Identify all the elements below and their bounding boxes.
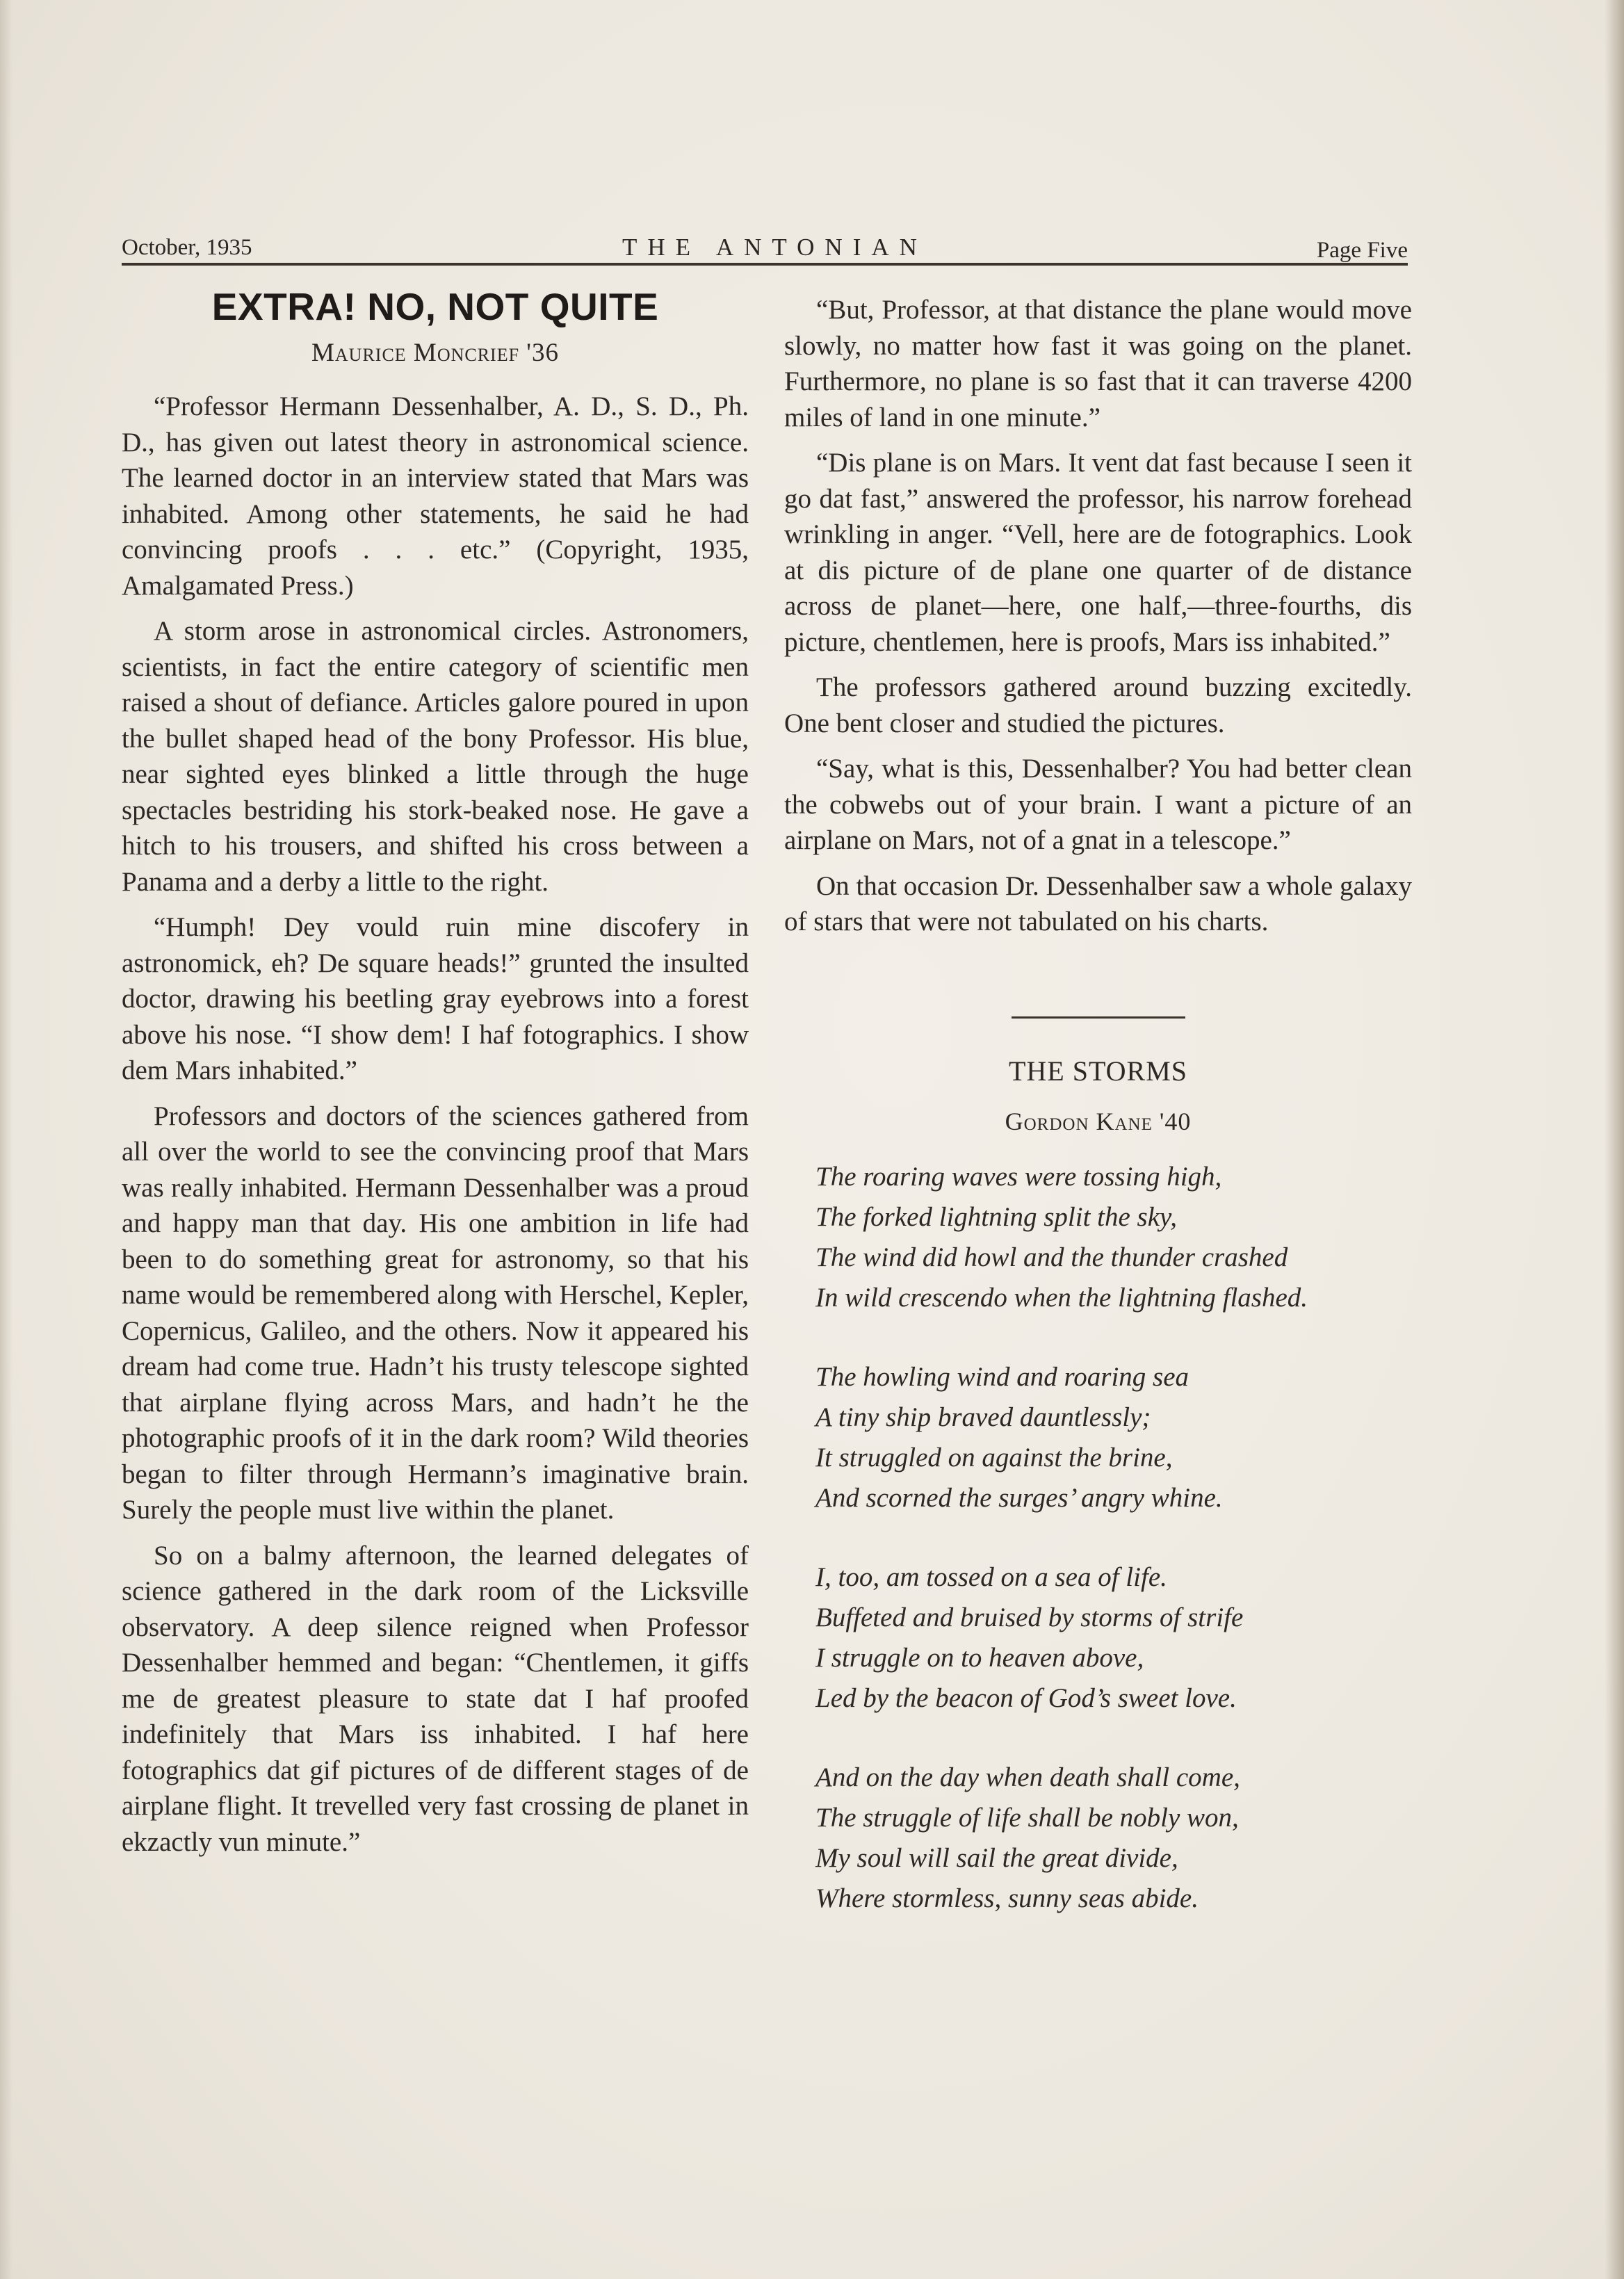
poem-line: And scorned the surges’ angry whine. bbox=[815, 1482, 1223, 1513]
article-paragraph: Professors and doctors of the sciences gathered from all over the world to see the convincing proof that Mars was really inhabited. Hermann Dessenhalber was a proud and happy man that day. His one ambition in life had been to do something great for astronomy, so that his name would be remembered along with Herschel, Kepler, Copernicus, Galileo, and the others. Now it appeared his dream had come true. Hadn’t his trusty telescope sighted that airplane flying across Mars, and hadn’t he the photographic proofs of it in the dark room? Wild theories began to filter through Hermann’s imaginative brain. Surely the people must live within the planet. bbox=[122, 1101, 749, 1525]
header-rule bbox=[122, 263, 1408, 266]
poem-line: In wild crescendo when the lightning flashed. bbox=[815, 1282, 1308, 1313]
article-paragraph: So on a balmy afternoon, the learned delegates of science gathered in the dark room of the Licksville observatory. A deep silence reigned when Professor Dessenhalber hemmed and began: “Chentlemen, it giffs me de greatest pleasure to state dat I haf proofed indefinitely that Mars iss inhabited. I haf here fotographics dat gif pictures of de different stages of de airplane flight. It trevelled very fast crossing de planet in ekzactly vun minute.” bbox=[122, 1540, 749, 1857]
poem-line: The struggle of life shall be nobly won, bbox=[815, 1802, 1239, 1833]
poem-stanza bbox=[815, 1357, 1412, 1518]
poem-line: The roaring waves were tossing high, bbox=[815, 1161, 1222, 1192]
poem-stanza bbox=[815, 1758, 1412, 1919]
poem-line: The howling wind and roaring sea bbox=[815, 1361, 1189, 1392]
issue-date: October, 1935 bbox=[122, 235, 252, 260]
article-headline: EXTRA! NO, NOT QUITE bbox=[211, 285, 659, 328]
section-divider bbox=[1012, 1016, 1185, 1019]
article-paragraph: The professors gathered around buzzing excitedly. One bent closer and studied the pictures. bbox=[784, 672, 1412, 738]
poem-line: It struggled on against the brine, bbox=[815, 1442, 1173, 1473]
article-paragraph: “Humph! Dey vould ruin mine discofery in astronomick, eh? De square heads!” grunted the insulted doctor, drawing his beetling gray eyebrows into a forest above his nose. “I show dem! I haf fotographics. I show dem Mars inhabited.” bbox=[122, 912, 749, 1085]
right-column bbox=[784, 292, 1412, 1958]
article-paragraph: “Professor Hermann Dessenhalber, A. D., S. D., Ph. D., has given out latest theory in astronomical science. The learned doctor in an interview stated that Mars was inhabited. Among other statements, he said he had convincing proofs . . . etc.” (Copyright, 1935, Amalgamated Press.) bbox=[122, 391, 749, 601]
page-number: Page Five bbox=[1316, 238, 1408, 263]
poem-stanza bbox=[815, 1557, 1412, 1719]
poem-line: Led by the beacon of God’s sweet love. bbox=[815, 1682, 1237, 1713]
poem-line: A tiny ship braved dauntlessly; bbox=[815, 1402, 1151, 1432]
poem-line: Where stormless, sunny seas abide. bbox=[815, 1883, 1199, 1913]
article-byline: Maurice Moncrief '36 bbox=[311, 338, 559, 367]
article-paragraph: On that occasion Dr. Dessenhalber saw a whole galaxy of stars that were not tabulated on his charts. bbox=[784, 870, 1412, 936]
article-paragraph: “But, Professor, at that distance the plane would move slowly, no matter how fast it was going on the planet. Furthermore, no plane is so fast that it can traverse 4200 miles of land in one minute.” bbox=[784, 295, 1412, 432]
poem-line: My soul will sail the great divide, bbox=[815, 1842, 1178, 1873]
poem-stanza bbox=[815, 1157, 1412, 1318]
poem-line: And on the day when death shall come, bbox=[815, 1762, 1240, 1792]
article-paragraph: “Say, what is this, Dessenhalber? You had better clean the cobwebs out of your brain. I want a picture of an airplane on Mars, not of a gnat in a telescope.” bbox=[784, 754, 1412, 855]
article-paragraph: “Dis plane is on Mars. It vent dat fast because I seen it go dat fast,” answered the professor, his narrow forehead wrinkling in anger. “Vell, here are de fotographics. Look at dis picture of de plane one quarter of de distance across de planet—here, one half,—three-fourths, dis picture, chentlemen, here is proofs, Mars iss inhabited.” bbox=[784, 448, 1412, 657]
poem-author: Gordon Kane '40 bbox=[1005, 1108, 1192, 1135]
poem-line: I struggle on to heaven above, bbox=[815, 1642, 1144, 1673]
publication-title: THE ANTONIAN bbox=[622, 234, 927, 261]
poem-title: THE STORMS bbox=[1008, 1055, 1188, 1087]
poem-line: The wind did howl and the thunder crashed bbox=[815, 1242, 1288, 1272]
poem-line: The forked lightning split the sky, bbox=[815, 1201, 1177, 1232]
poem-line: Buffeted and bruised by storms of strife bbox=[815, 1602, 1244, 1632]
poem-line: I, too, am tossed on a sea of life. bbox=[815, 1562, 1167, 1592]
left-column bbox=[122, 285, 749, 1870]
page-edge-shadow-left bbox=[0, 0, 13, 2279]
article-paragraph: A storm arose in astronomical circles. Astronomers, scientists, in fact the entire category of scientific men raised a shout of defiance. Articles galore poured in upon the bullet shaped head of the bony Professor. His blue, near sighted eyes blinked a little through the huge spectacles bestriding his stork-beaked nose. He gave a hitch to his trousers, and shifted his cross between a Panama and a derby a little to the right. bbox=[122, 616, 749, 897]
page-edge-shadow-right bbox=[1605, 0, 1624, 2279]
